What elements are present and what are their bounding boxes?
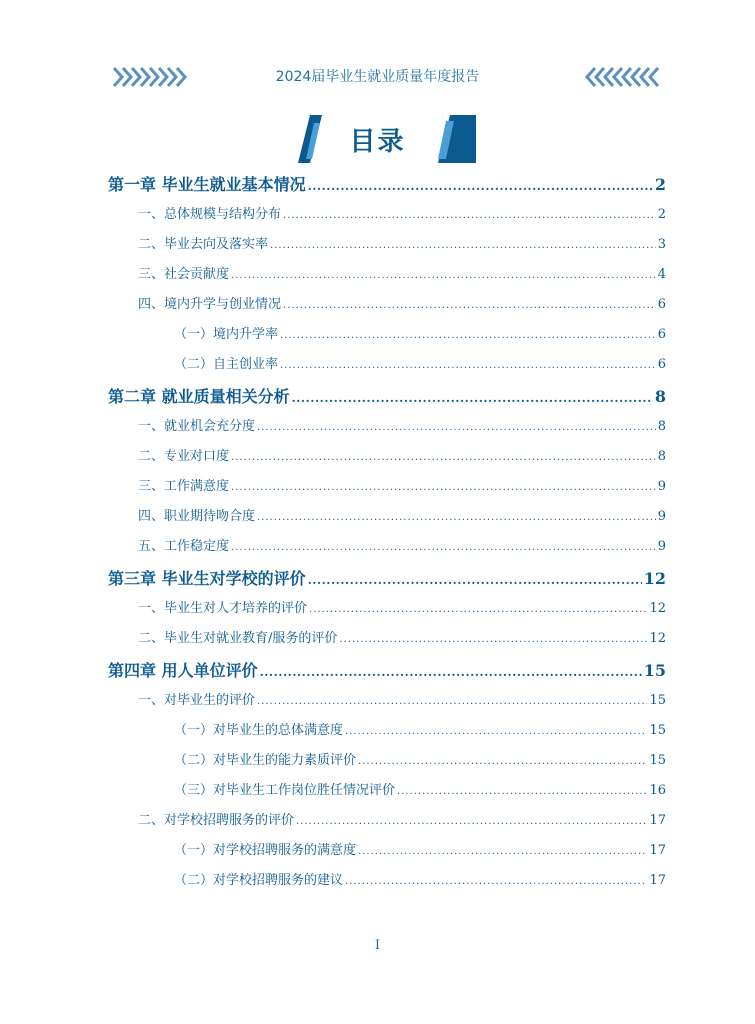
toc-section-entry[interactable] — [108, 624, 666, 654]
toc-subsection-entry[interactable] — [108, 320, 666, 350]
toc-entry-label: 二、专业对口度 — [138, 449, 230, 464]
toc-page-number: 15 — [643, 661, 666, 680]
toc-entry-label: 第一章 毕业生就业基本情况 — [108, 175, 306, 194]
toc-section-entry[interactable] — [108, 260, 666, 290]
dot-leader — [257, 423, 656, 433]
toc-page-number: 8 — [657, 449, 666, 464]
chevron-left-decoration-icon — [580, 66, 660, 88]
toc-section-entry[interactable] — [108, 472, 666, 502]
toc-page-number: 17 — [649, 813, 666, 828]
dot-leader — [345, 877, 647, 887]
toc-page-number: 8 — [657, 419, 666, 434]
toc-entry-label: 一、就业机会充分度 — [138, 419, 256, 434]
toc-entry-label: 一、对毕业生的评价 — [138, 693, 256, 708]
toc-entry-label: （三）对毕业生工作岗位胜任情况评价 — [174, 783, 396, 798]
toc-page-number: 15 — [649, 693, 666, 708]
page-header — [0, 62, 755, 92]
toc-section-entry[interactable] — [108, 230, 666, 260]
toc-entry-label: 二、毕业去向及落实率 — [138, 237, 269, 252]
toc-page-number: 9 — [657, 539, 666, 554]
toc-page-number: 6 — [657, 357, 666, 372]
toc-entry-label: 二、毕业生对就业教育/服务的评价 — [138, 631, 338, 646]
toc-page-number: 9 — [657, 509, 666, 524]
dot-leader — [358, 757, 647, 767]
toc-section-entry[interactable] — [108, 200, 666, 230]
toc-page-number: 12 — [649, 601, 666, 616]
toc-title: 目录 — [349, 127, 406, 157]
dot-leader — [270, 241, 656, 251]
toc-section-entry[interactable] — [108, 442, 666, 472]
toc-entry-label: 二、对学校招聘服务的评价 — [138, 813, 295, 828]
dot-leader — [283, 301, 656, 311]
toc-page-number: 4 — [657, 267, 666, 282]
toc-subsection-entry[interactable] — [108, 776, 666, 806]
toc-entry-label: 第四章 用人单位评价 — [108, 661, 258, 680]
toc-subsection-entry[interactable] — [108, 836, 666, 866]
toc-entry-label: 三、工作满意度 — [138, 479, 230, 494]
toc-entry-label: （一）对学校招聘服务的满意度 — [174, 843, 357, 858]
dot-leader — [231, 543, 656, 553]
dot-leader — [231, 271, 656, 281]
toc-subsection-entry[interactable] — [108, 746, 666, 776]
toc-section-entry[interactable] — [108, 532, 666, 562]
toc-entry-label: （一）对毕业生的总体满意度 — [174, 723, 344, 738]
toc-page-number: 9 — [657, 479, 666, 494]
toc-entry-label: 第三章 毕业生对学校的评价 — [108, 569, 306, 588]
toc-page-number: 15 — [649, 723, 666, 738]
toc-entry-label: 一、总体规模与结构分布 — [138, 207, 282, 222]
toc-entry-label: 四、职业期待吻合度 — [138, 509, 256, 524]
toc-page-number: 2 — [654, 175, 666, 194]
dot-leader — [358, 847, 647, 857]
page-number: I — [374, 938, 381, 953]
dot-leader — [292, 392, 653, 404]
dot-leader — [283, 211, 656, 221]
toc-page-number: 12 — [643, 569, 666, 588]
dot-leader — [280, 361, 656, 371]
toc-section-entry[interactable] — [108, 806, 666, 836]
dot-leader — [257, 697, 647, 707]
toc-page-number: 2 — [657, 207, 666, 222]
toc-section-entry[interactable] — [108, 412, 666, 442]
toc-entry-label: （二）自主创业率 — [174, 357, 279, 372]
dot-leader — [296, 817, 647, 827]
dot-leader — [280, 331, 656, 341]
toc-chapter-entry[interactable] — [108, 656, 666, 686]
toc-page-number: 12 — [649, 631, 666, 646]
toc-section-entry[interactable] — [108, 686, 666, 716]
header-title: 2024届毕业生就业质量年度报告 — [275, 69, 480, 85]
toc-section-entry[interactable] — [108, 502, 666, 532]
toc-entry-label: （二）对毕业生的能力素质评价 — [174, 753, 357, 768]
toc-subsection-entry[interactable] — [108, 350, 666, 380]
dot-leader — [231, 483, 656, 493]
dot-leader — [260, 666, 642, 678]
toc-entry-label: （二）对学校招聘服务的建议 — [174, 873, 344, 888]
toc-section-entry[interactable] — [108, 594, 666, 624]
toc-subsection-entry[interactable] — [108, 716, 666, 746]
dot-leader — [231, 453, 656, 463]
toc-page-number: 16 — [649, 783, 666, 798]
toc-chapter-entry[interactable] — [108, 382, 666, 412]
toc-page-number: 6 — [657, 327, 666, 342]
toc-title-block — [0, 115, 755, 165]
dot-leader — [308, 574, 642, 586]
table-of-contents — [108, 168, 666, 896]
toc-subsection-entry[interactable] — [108, 866, 666, 896]
dot-leader — [339, 635, 647, 645]
toc-entry-label: 五、工作稳定度 — [138, 539, 230, 554]
toc-entry-label: （一）境内升学率 — [174, 327, 279, 342]
dot-leader — [345, 727, 647, 737]
toc-page-number: 15 — [649, 753, 666, 768]
toc-page-number: 6 — [657, 297, 666, 312]
toc-page-number: 3 — [657, 237, 666, 252]
title-right-decoration-icon — [436, 115, 476, 163]
toc-page-number: 17 — [649, 843, 666, 858]
toc-entry-label: 三、社会贡献度 — [138, 267, 230, 282]
toc-chapter-entry[interactable] — [108, 170, 666, 200]
dot-leader — [397, 787, 647, 797]
toc-page-number: 17 — [649, 873, 666, 888]
toc-chapter-entry[interactable] — [108, 564, 666, 594]
dot-leader — [308, 180, 653, 192]
dot-leader — [257, 513, 656, 523]
dot-leader — [309, 605, 647, 615]
toc-entry-label: 第二章 就业质量相关分析 — [108, 387, 290, 406]
toc-section-entry[interactable] — [108, 290, 666, 320]
toc-page-number: 8 — [654, 387, 666, 406]
toc-entry-label: 四、境内升学与创业情况 — [138, 297, 282, 312]
toc-entry-label: 一、毕业生对人才培养的评价 — [138, 601, 308, 616]
